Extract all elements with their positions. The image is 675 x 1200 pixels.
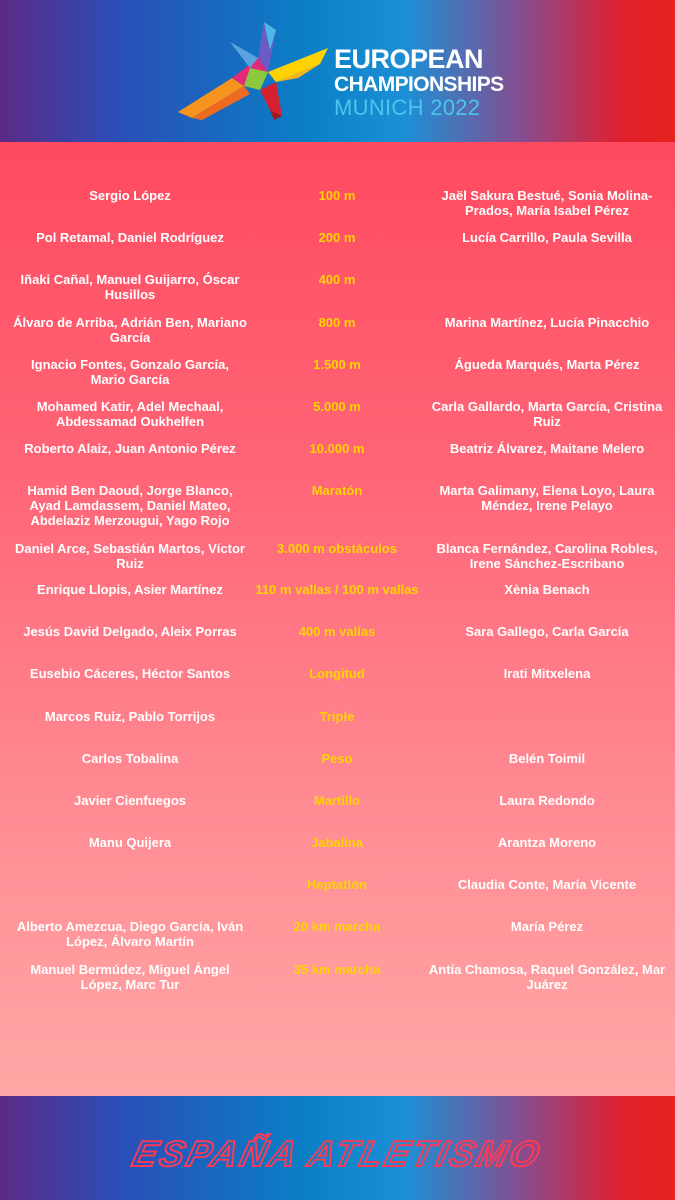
- men-athletes: Jesús David Delgado, Aleix Porras: [23, 624, 237, 639]
- women-athletes: Laura Redondo: [499, 793, 595, 808]
- women-athletes: Jaël Sakura Bestué, Sonia Molina-Prados, María Isabel Pérez: [441, 188, 653, 218]
- event-name: 100 m: [318, 188, 356, 203]
- women-athletes: Lucía Carrillo, Paula Sevilla: [462, 230, 632, 245]
- women-athletes: María Pérez: [510, 919, 584, 934]
- women-athletes: Arantza Moreno: [497, 835, 597, 850]
- women-athletes: Xènia Benach: [504, 582, 590, 597]
- logo-line-2: CHAMPIONSHIPS: [334, 73, 504, 96]
- event-name: 200 m: [318, 230, 356, 245]
- event-logo-wordmark: [334, 46, 504, 119]
- men-athletes: Manu Quijera: [88, 835, 172, 850]
- women-athletes: Sara Gallego, Carla García: [465, 624, 629, 639]
- men-athletes: Mohamed Katir, Adel Mechaal, Abdessamad Oukhelfen: [36, 399, 224, 429]
- event-name: 35 km marcha: [293, 962, 381, 977]
- women-athletes: Claudia Conte, María Vicente: [457, 877, 637, 892]
- women-athletes: Marta Galimany, Elena Loyo, Laura Méndez, Irene Pelayo: [439, 483, 655, 513]
- women-athletes: Carla Gallardo, Marta García, Cristina Ruiz: [431, 399, 663, 429]
- logo-line-1: EUROPEAN: [334, 44, 484, 74]
- women-athletes: Antía Chamosa, Raquel González, Mar Juárez: [428, 962, 666, 992]
- men-athletes: Ignacio Fontes, Gonzalo García, Mario García: [31, 357, 229, 387]
- event-name: 110 m vallas / 100 m vallas: [255, 582, 419, 597]
- men-athletes: Marcos Ruiz, Pablo Torrijos: [44, 709, 216, 724]
- event-name: Maratón: [311, 483, 363, 498]
- star-logo-icon: [172, 20, 332, 120]
- event-name: Peso: [321, 751, 353, 766]
- men-athletes: Javier Cienfuegos: [74, 793, 186, 808]
- event-name: 10.000 m: [309, 441, 365, 456]
- event-name: Heptatlón: [307, 877, 367, 892]
- women-athletes: Marina Martínez, Lucía Pinacchio: [444, 315, 650, 330]
- event-name: 800 m: [318, 315, 356, 330]
- men-athletes: Enrique Llopis, Asier Martínez: [37, 582, 223, 597]
- event-name: 400 m vallas: [298, 624, 376, 639]
- women-athletes: Beatriz Álvarez, Maitane Melero: [449, 441, 645, 456]
- event-name: 400 m: [318, 272, 356, 287]
- women-athletes: Belén Toimil: [508, 751, 586, 766]
- men-athletes: Álvaro de Arriba, Adrián Ben, Mariano García: [13, 315, 247, 345]
- men-athletes: Daniel Arce, Sebastián Martos, Víctor Ruiz: [15, 541, 245, 571]
- brand-wordmark: ESPAÑA ATLETISMO: [128, 1133, 547, 1174]
- event-name: Triple: [319, 709, 355, 724]
- women-athletes: Blanca Fernández, Carolina Robles, Irene Sánchez-Escribano: [436, 541, 658, 571]
- event-name: Longitud: [309, 666, 365, 681]
- event-name: Jabalina: [310, 835, 364, 850]
- header-banner: [0, 0, 675, 142]
- event-name: 1.500 m: [313, 357, 361, 372]
- men-athletes: Carlos Tobalina: [81, 751, 179, 766]
- event-name: 3.000 m obstáculos: [277, 541, 397, 556]
- men-athletes: Sergio López: [89, 188, 171, 203]
- event-name: 20 km marcha: [293, 919, 381, 934]
- men-athletes: Eusebio Cáceres, Héctor Santos: [29, 666, 231, 681]
- event-name: 5.000 m: [313, 399, 361, 414]
- women-athletes: Águeda Marqués, Marta Pérez: [454, 357, 640, 372]
- men-athletes: Alberto Amezcua, Diego García, Iván López, Álvaro Martín: [16, 919, 244, 949]
- event-name: Martillo: [313, 793, 361, 808]
- men-athletes: Iñaki Cañal, Manuel Guijarro, Óscar Husillos: [20, 272, 240, 302]
- men-athletes: Manuel Bermúdez, Miguel Ángel López, Marc Tur: [30, 962, 230, 992]
- men-athletes: Hamid Ben Daoud, Jorge Blanco, Ayad Lamdassem, Daniel Mateo, Abdelaziz Merzougui, Yago Rojo: [27, 483, 233, 528]
- men-athletes: Pol Retamal, Daniel Rodríguez: [36, 230, 224, 245]
- logo-line-3: MUNICH 2022: [334, 95, 481, 120]
- men-athletes: Roberto Alaiz, Juan Antonio Pérez: [24, 441, 236, 456]
- women-athletes: Irati Mitxelena: [503, 666, 591, 681]
